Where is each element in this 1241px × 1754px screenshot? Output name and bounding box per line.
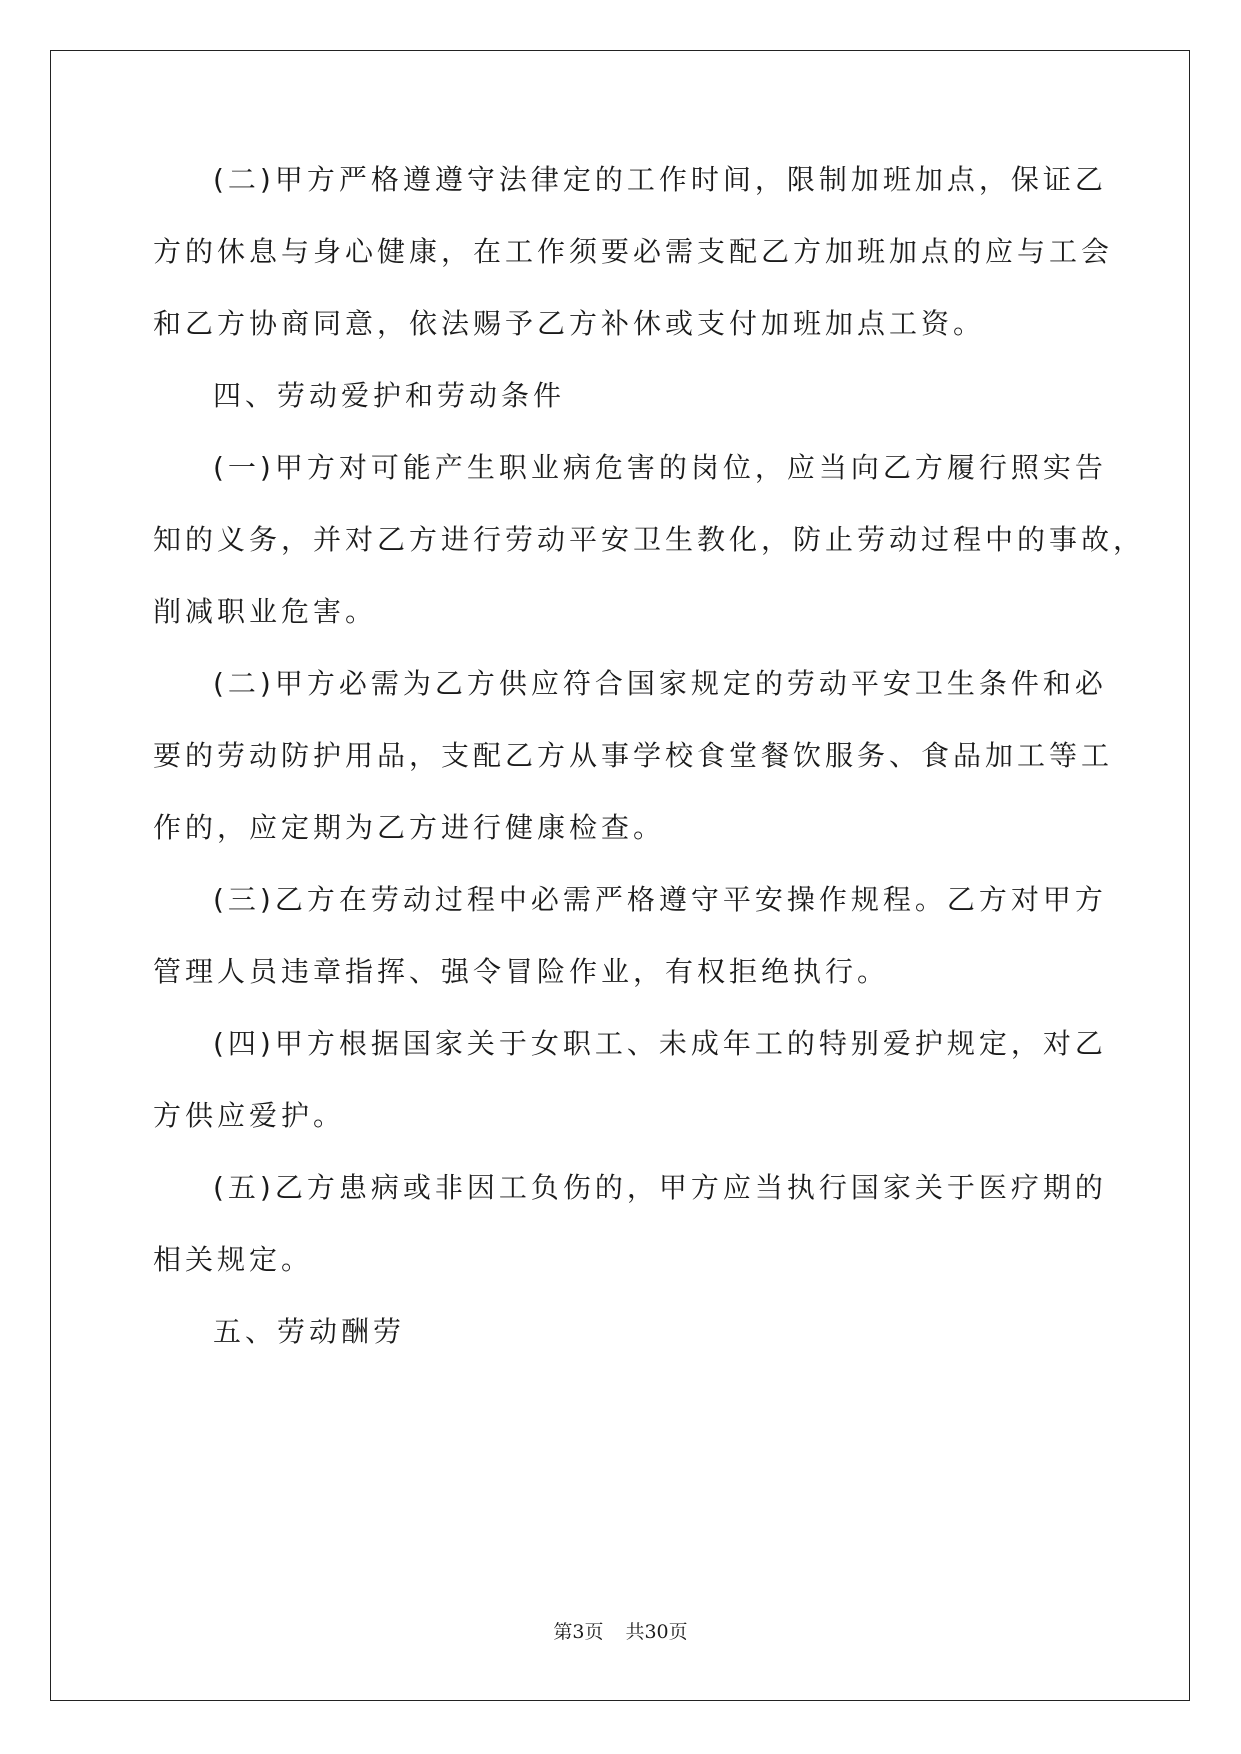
paragraph-line: (二)甲方必需为乙方供应符合国家规定的劳动平安卫生条件和必 — [213, 667, 1107, 700]
page-number: 第3页 — [553, 1621, 604, 1643]
paragraph-line: 削减职业危害。 — [153, 595, 378, 628]
paragraph-line: (一)甲方对可能产生职业病危害的岗位，应当向乙方履行照实告 — [213, 451, 1107, 484]
paragraph-line: (三)乙方在劳动过程中必需严格遵守平安操作规程。乙方对甲方 — [213, 883, 1107, 916]
section-heading: 四、劳动爱护和劳动条件 — [213, 379, 566, 412]
page-total: 共30页 — [625, 1621, 688, 1643]
paragraph-line: 管理人员违章指挥、强令冒险作业，有权拒绝执行。 — [153, 955, 890, 988]
paragraph-line: 作的，应定期为乙方进行健康检查。 — [153, 811, 666, 844]
paragraph-line: 知的义务，并对乙方进行劳动平安卫生教化，防止劳动过程中的事故， — [153, 523, 1146, 556]
page-border — [50, 50, 1190, 1701]
section-heading: 五、劳动酬劳 — [213, 1315, 406, 1348]
paragraph-line: 方供应爱护。 — [153, 1099, 346, 1132]
paragraph-line: (四)甲方根据国家关于女职工、未成年工的特别爱护规定，对乙 — [213, 1027, 1107, 1060]
page-footer — [0, 1617, 1241, 1644]
paragraph-line: 方的休息与身心健康，在工作须要必需支配乙方加班加点的应与工会 — [153, 235, 1114, 268]
paragraph-line: 和乙方协商同意，依法赐予乙方补休或支付加班加点工资。 — [153, 307, 986, 340]
paragraph-line: (二)甲方严格遵遵守法律定的工作时间，限制加班加点，保证乙 — [213, 163, 1107, 196]
paragraph-line: 要的劳动防护用品，支配乙方从事学校食堂餐饮服务、食品加工等工 — [153, 739, 1114, 772]
paragraph-line: 相关规定。 — [153, 1243, 314, 1276]
paragraph-line: (五)乙方患病或非因工负伤的，甲方应当执行国家关于医疗期的 — [213, 1171, 1107, 1204]
